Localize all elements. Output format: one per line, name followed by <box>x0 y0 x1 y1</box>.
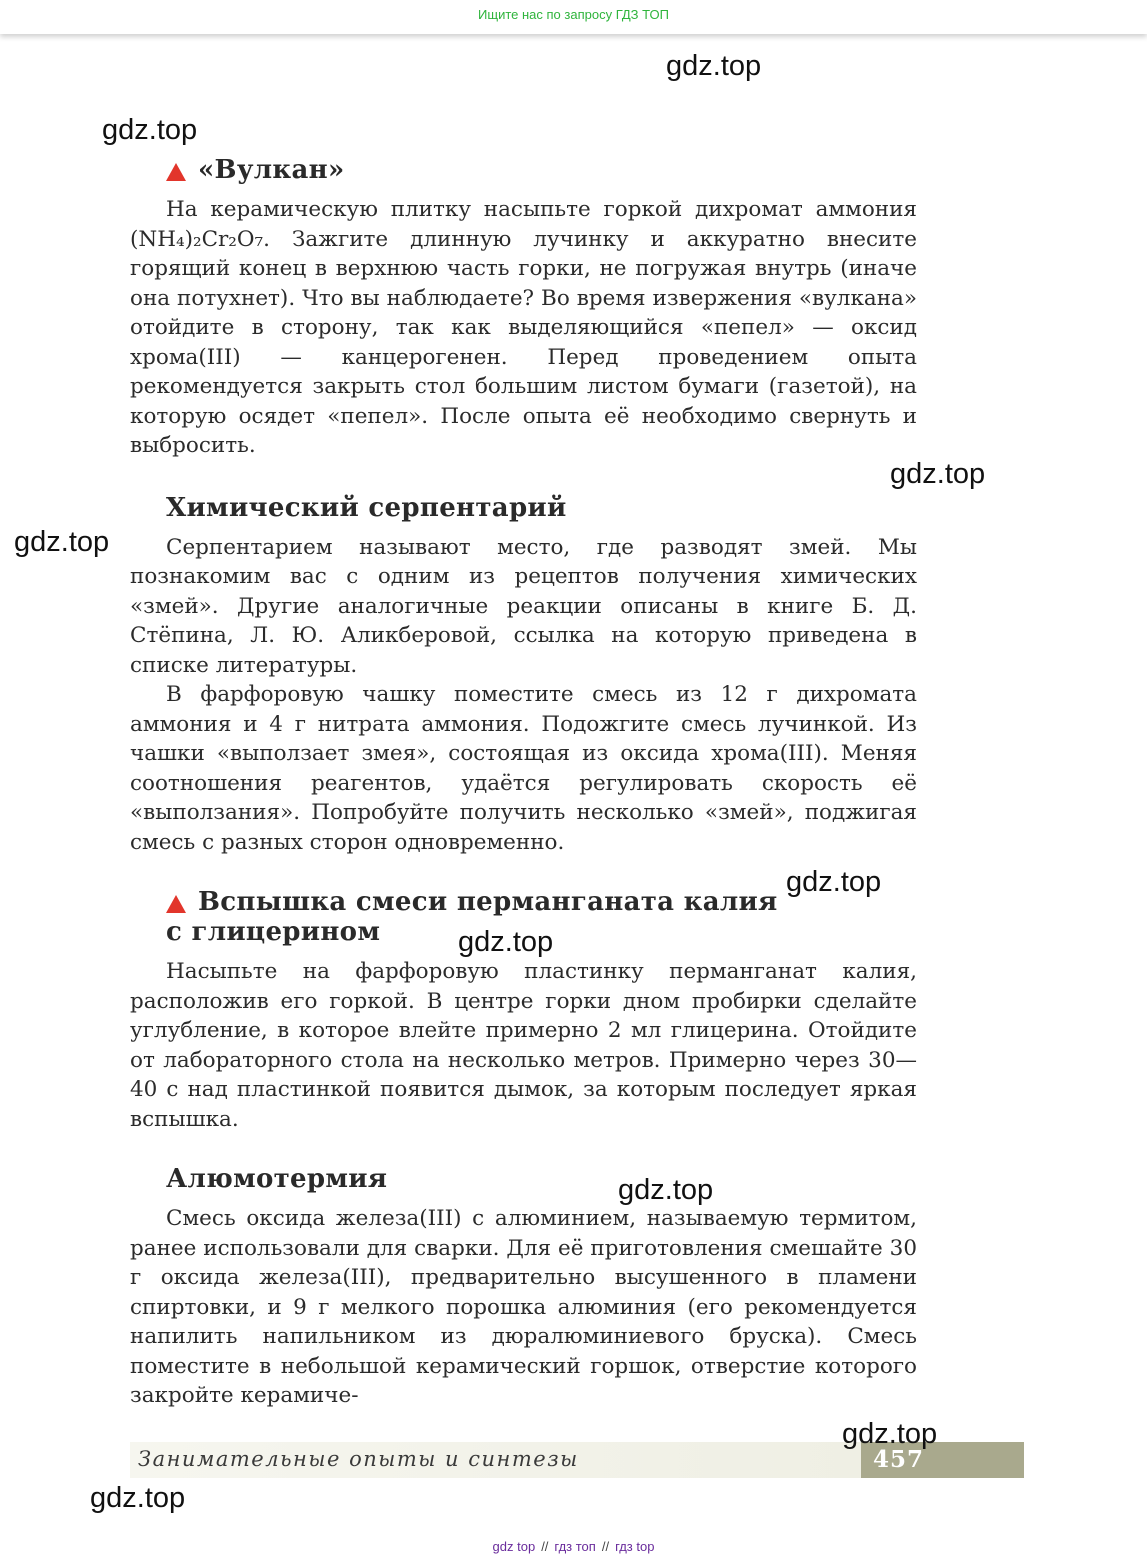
link-gdz-top-mixed[interactable]: гдз top <box>615 1539 655 1554</box>
watermark: gdz.top <box>458 926 554 958</box>
section-heading-volcano <box>130 155 917 185</box>
section-heading-serpentarium <box>130 493 917 523</box>
link-gdz-top[interactable]: gdz top <box>492 1539 536 1554</box>
top-banner <box>0 0 1147 34</box>
link-gdz-top-ru[interactable]: гдз топ <box>554 1539 596 1554</box>
paragraph: Насыпьте на фарфоровую пластинку перманганат калия, расположив его горкой. В центре горки дном пробирки сделайте углубление, в которое влейте примерно 2 мл глицерина. Отойдите от лабораторного стола на несколько метров. Примерно через 30—40 с над пластинкой появится дымок, за которым последует яркая вспышка. <box>130 959 917 1132</box>
heading-text: Алюмотермия <box>166 1164 388 1194</box>
watermark: gdz.top <box>666 50 762 82</box>
watermark: gdz.top <box>102 114 198 146</box>
warning-triangle-icon <box>166 163 186 181</box>
bottom-links: gdz top // гдз топ // гдз top <box>492 1539 655 1554</box>
watermark: gdz.top <box>618 1174 714 1206</box>
heading-text: «Вулкан» <box>198 155 345 185</box>
heading-text: Вспышка смеси перманганата калия <box>198 887 778 917</box>
watermark: gdz.top <box>842 1418 938 1450</box>
warning-triangle-icon <box>166 895 186 913</box>
watermark: gdz.top <box>786 866 882 898</box>
footer-title: Занимательные опыты и синтезы <box>138 1447 579 1471</box>
page-number: 457 <box>873 1446 925 1473</box>
banner-text: Ищите нас по запросу ГДЗ ТОП <box>478 7 669 22</box>
paragraph: На керамическую плитку насыпьте горкой дихромат аммония (NH₄)₂Cr₂O₇. Зажгите длинную лучинку и аккуратно внесите горящий конец в верхнюю часть горки, не погружая внутрь (иначе она потухнет). Что вы наблюдаете? Во время извержения «вулкана» отойдите в сторону, так как выделяющийся «пепел» — оксид хрома(III) — канцерогенен. Перед проведением опыта рекомендуется закрыть стол большим листом бумаги (газетой), на которую осядет «пепел». После опыта её необходимо свернуть и выбросить. <box>130 197 917 458</box>
heading-text: с глицерином <box>166 917 381 947</box>
watermark: gdz.top <box>890 458 986 490</box>
section-heading-aluminothermy <box>130 1164 917 1194</box>
paragraph: Серпентарием называют место, где разводят змей. Мы познакомим вас с одним из рецептов получения химических «змей». Другие аналогичные реакции описаны в книге Б. Д. Стёпина, Л. Ю. Аликберовой, ссылка на которую приведена в списке литературы. <box>130 534 917 678</box>
book-page <box>130 155 917 1411</box>
paragraph: В фарфоровую чашку поместите смесь из 12 г дихромата аммония и 4 г нитрата аммония. Подожгите смесь лучинкой. Из чашки «выползает змея», состоящая из оксида хрома(III). Меняя соотношения реагентов, удаётся регулировать скорость её «выползания». Попробуйте получить несколько «змей», поджигая смесь с разных сторон одновременно. <box>130 682 917 855</box>
footer-title-band <box>130 1442 861 1478</box>
watermark: gdz.top <box>90 1482 186 1514</box>
watermark: gdz.top <box>14 526 110 558</box>
paragraph: Смесь оксида железа(III) с алюминием, называемую термитом, ранее использовали для сварки. Для её приготовления смешайте 30 г оксида железа(III), предварительно высушенного в пламени спиртовки, и 9 г мелкого порошка алюминия (его рекомендуется напилить напильником из дюралюминиевого бруска). Смесь поместите в небольшой керамический горшок, отверстие которого закройте керамиче- <box>130 1206 917 1408</box>
heading-text: Химический серпентарий <box>166 492 567 523</box>
